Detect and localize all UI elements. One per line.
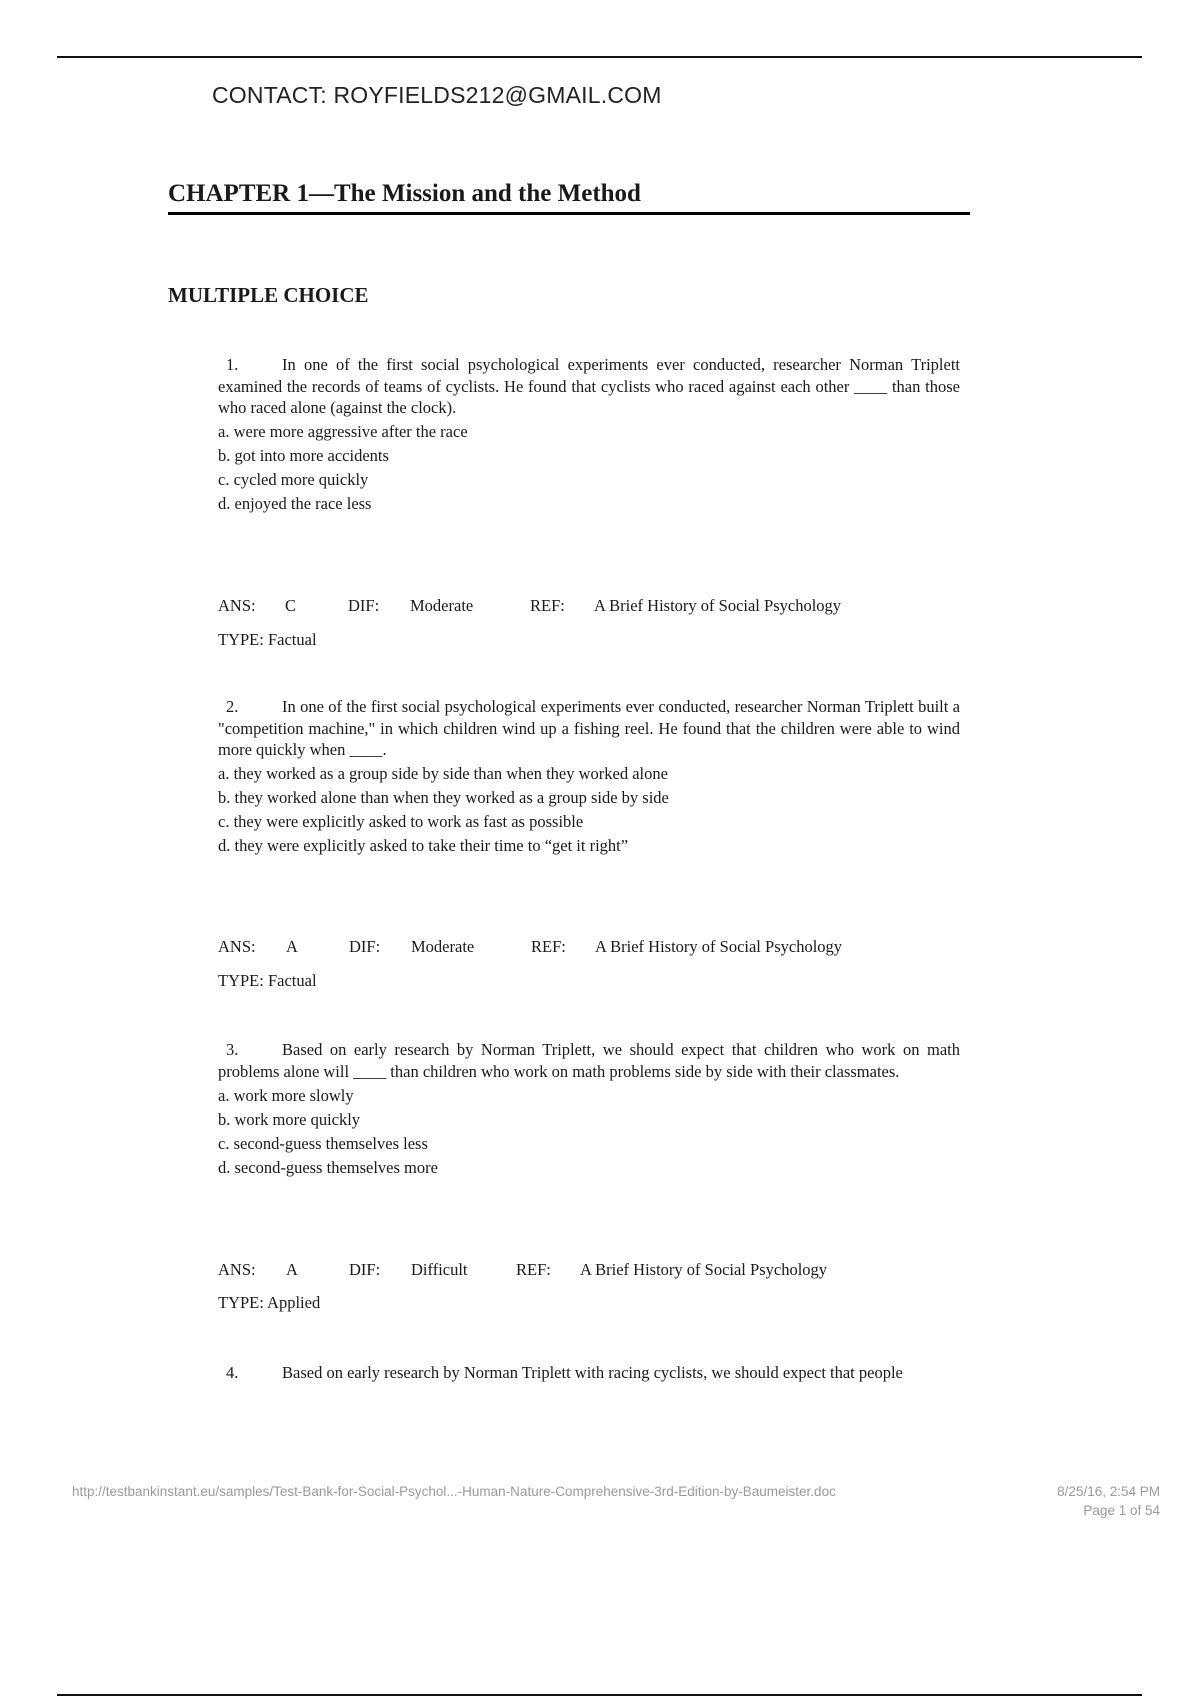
option-d: d. second-guess themselves more (218, 1157, 438, 1177)
question-number: 4. (226, 1363, 239, 1382)
question-2 (218, 696, 960, 857)
footer-datetime: 8/25/16, 2:54 PM (1057, 1484, 1160, 1499)
question-text: Based on early research by Norman Triplett, we should expect that children who work on math problems alone will ____ than children who work on math problems side by side with their classmates. (218, 1040, 960, 1081)
option-c: c. cycled more quickly (218, 470, 369, 489)
ref-label: REF: (516, 1260, 551, 1279)
question-text: In one of the first social psychological experiments ever conducted, researcher Norman Triplett built a "competition machine," in which children wind up a fishing reel. He found that the children were able to wind more quickly when ____. (218, 697, 960, 759)
option-d: d. enjoyed the race less (218, 494, 372, 513)
type-row-2: TYPE: Factual (218, 971, 317, 990)
ans-label: ANS: (218, 1260, 256, 1279)
type-row-1: TYPE: Factual (218, 630, 317, 649)
question-number: 1. (226, 355, 239, 374)
ref-value: A Brief History of Social Psychology (594, 596, 842, 615)
question-stem (218, 1039, 960, 1082)
question-4 (218, 1362, 960, 1384)
question-text: In one of the first social psychological experiments ever conducted, researcher Norman Triplett examined the records of teams of cyclists. He found that cyclists who raced against each other ____ than those who raced alone (against the clock). (218, 355, 960, 417)
dif-label: DIF: (349, 1260, 381, 1279)
ans-label: ANS: (218, 937, 256, 956)
option-a: a. were more aggressive after the race (218, 422, 468, 441)
option-a: a. work more slowly (218, 1085, 354, 1105)
ref-value: A Brief History of Social Psychology (595, 937, 843, 956)
dif-value: Moderate (410, 596, 474, 615)
dif-label: DIF: (349, 937, 381, 956)
dif-value: Moderate (411, 937, 475, 956)
question-number: 3. (226, 1040, 239, 1059)
question-3 (218, 1039, 960, 1178)
option-b: b. got into more accidents (218, 446, 389, 465)
bottom-rule (57, 1694, 1142, 1696)
ref-label: REF: (530, 596, 565, 615)
ans-label: ANS: (218, 596, 256, 615)
ref-label: REF: (531, 937, 566, 956)
question-number: 2. (226, 697, 239, 716)
dif-label: DIF: (348, 596, 380, 615)
question-stem (218, 696, 960, 761)
section-heading: MULTIPLE CHOICE (168, 283, 369, 307)
option-b: b. they worked alone than when they worked as a group side by side (218, 788, 669, 807)
option-b: b. work more quickly (218, 1109, 361, 1129)
top-rule (57, 56, 1142, 58)
option-a: a. they worked as a group side by side than when they worked alone (218, 764, 668, 783)
footer-page-number: Page 1 of 54 (1083, 1503, 1160, 1518)
option-c: c. they were explicitly asked to work as fast as possible (218, 812, 584, 831)
ans-value: A (286, 1260, 298, 1279)
type-row-3: TYPE: Applied (218, 1293, 321, 1312)
contact-line: CONTACT: ROYFIELDS212@GMAIL.COM (212, 82, 662, 108)
footer-url: http://testbankinstant.eu/samples/Test-Bank-for-Social-Psychol...-Human-Nature-Comprehensive-3rd-Edition-by-Baumeister.doc (72, 1484, 836, 1499)
ans-value: A (286, 937, 298, 956)
dif-value: Difficult (411, 1260, 468, 1279)
question-stem (218, 1362, 960, 1384)
ans-value: C (285, 596, 297, 615)
chapter-title: CHAPTER 1—The Mission and the Method (168, 180, 970, 215)
ref-value: A Brief History of Social Psychology (580, 1260, 828, 1279)
question-1 (218, 354, 960, 515)
question-stem (218, 354, 960, 419)
option-d: d. they were explicitly asked to take their time to “get it right” (218, 836, 629, 855)
question-text: Based on early research by Norman Triplett with racing cyclists, we should expect that people (282, 1363, 903, 1382)
option-c: c. second-guess themselves less (218, 1133, 428, 1153)
